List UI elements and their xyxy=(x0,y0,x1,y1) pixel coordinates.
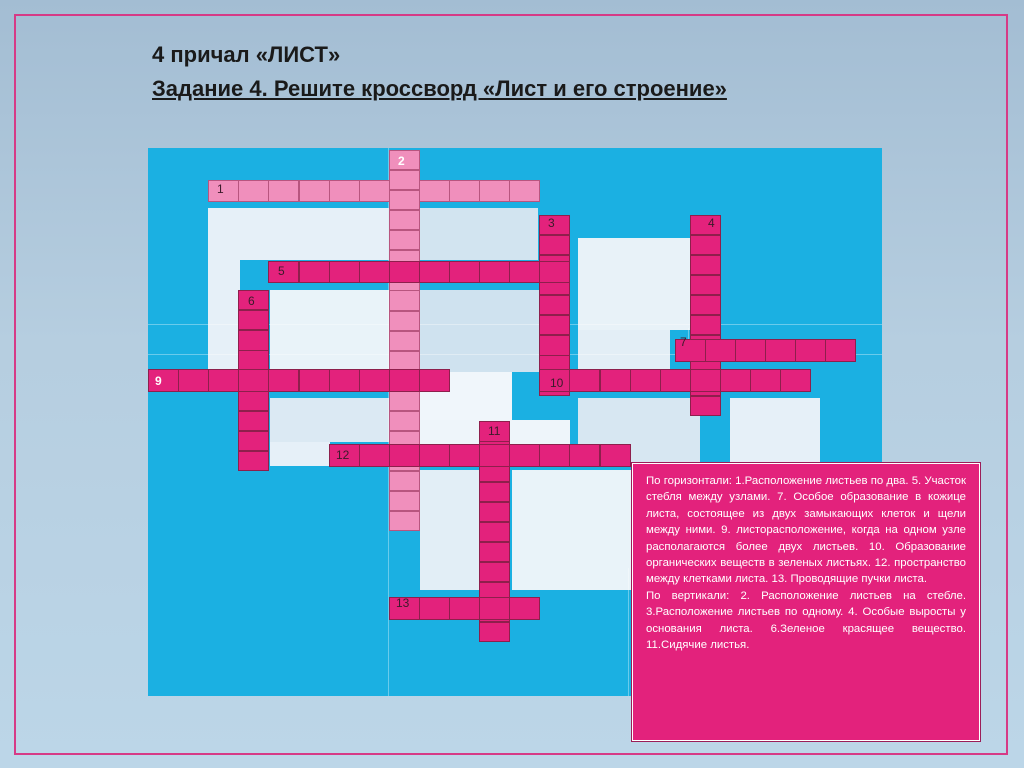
clue-number-2: 2 xyxy=(398,154,405,168)
crossword-cell[interactable] xyxy=(389,290,420,310)
slide-title: 4 причал «ЛИСТ» xyxy=(152,42,341,67)
crossword-cell[interactable] xyxy=(479,562,510,582)
crossword-cell[interactable] xyxy=(479,542,510,562)
crossword-cell[interactable] xyxy=(389,369,420,392)
crossword-cell[interactable] xyxy=(795,339,826,362)
board-panel xyxy=(730,398,820,462)
crossword-cell[interactable] xyxy=(735,339,766,362)
crossword-cell[interactable] xyxy=(509,261,540,284)
crossword-cell[interactable] xyxy=(238,391,269,411)
crossword-cell[interactable] xyxy=(690,235,721,255)
crossword-cell[interactable] xyxy=(299,180,330,203)
crossword-cell[interactable] xyxy=(539,295,570,315)
board-panel xyxy=(420,470,482,590)
clue-number-6: 6 xyxy=(248,294,255,308)
crossword-cell[interactable] xyxy=(359,444,390,467)
crossword-cell[interactable] xyxy=(449,597,480,620)
crossword-cell[interactable] xyxy=(238,451,269,471)
board-panel xyxy=(270,290,390,372)
crossword-cell[interactable] xyxy=(389,170,420,190)
board-panel xyxy=(208,208,388,260)
crossword-cell[interactable] xyxy=(509,597,540,620)
crossword-cell[interactable] xyxy=(329,261,360,284)
crossword-cell[interactable] xyxy=(479,502,510,522)
crossword-cell[interactable] xyxy=(765,339,796,362)
board-panel xyxy=(270,398,390,442)
crossword-cell[interactable] xyxy=(539,444,570,467)
crossword-cell[interactable] xyxy=(389,311,420,331)
crossword-cell[interactable] xyxy=(299,369,330,392)
crossword-cell[interactable] xyxy=(389,471,420,491)
crossword-cell[interactable] xyxy=(359,369,390,392)
crossword-cell[interactable] xyxy=(569,369,600,392)
crossword-cell[interactable] xyxy=(509,180,540,203)
crossword-cell[interactable] xyxy=(479,597,510,620)
crossword-cell[interactable] xyxy=(600,369,631,392)
crossword-cell[interactable] xyxy=(479,261,510,284)
crossword-cell[interactable] xyxy=(479,622,510,642)
crossword-cell[interactable] xyxy=(630,369,661,392)
board-panel xyxy=(270,442,330,466)
crossword-cell[interactable] xyxy=(509,444,540,467)
crossword-cell[interactable] xyxy=(479,180,510,203)
crossword-cell[interactable] xyxy=(389,230,420,250)
clue-number-13: 13 xyxy=(396,596,410,610)
board-panel xyxy=(420,290,548,372)
crossword-cell[interactable] xyxy=(825,339,856,362)
crossword-cell[interactable] xyxy=(419,444,450,467)
crossword-cell[interactable] xyxy=(780,369,811,392)
crossword-cell[interactable] xyxy=(479,522,510,542)
board-panel xyxy=(578,238,700,330)
clues-panel xyxy=(632,463,980,741)
crossword-cell[interactable] xyxy=(359,180,390,203)
crossword-cell[interactable] xyxy=(178,369,209,392)
clue-number-10: 10 xyxy=(550,376,564,390)
crossword-cell[interactable] xyxy=(705,339,736,362)
crossword-cell[interactable] xyxy=(539,335,570,355)
crossword-cell[interactable] xyxy=(690,295,721,315)
crossword-cell[interactable] xyxy=(389,411,420,431)
crossword-cell[interactable] xyxy=(238,369,269,392)
crossword-cell[interactable] xyxy=(690,255,721,275)
board-panel xyxy=(578,330,670,372)
crossword-cell[interactable] xyxy=(238,431,269,451)
crossword-cell[interactable] xyxy=(389,391,420,411)
crossword-cell[interactable] xyxy=(268,180,299,203)
task-title: Задание 4. Решите кроссворд «Лист и его строение» xyxy=(152,76,727,101)
crossword-cell[interactable] xyxy=(389,444,420,467)
crossword-cell[interactable] xyxy=(389,190,420,210)
crossword-cell[interactable] xyxy=(419,597,450,620)
board-panel xyxy=(512,470,632,590)
clue-number-1: 1 xyxy=(217,182,224,196)
crossword-cell[interactable] xyxy=(419,261,450,284)
clue-number-3: 3 xyxy=(548,216,555,230)
crossword-cell[interactable] xyxy=(389,351,420,371)
crossword-cell[interactable] xyxy=(720,369,751,392)
clue-number-9: 9 xyxy=(155,374,162,388)
clue-number-7: 7 xyxy=(680,335,687,349)
clue-number-12: 12 xyxy=(336,448,350,462)
crossword-cell[interactable] xyxy=(299,261,330,284)
crossword-cell[interactable] xyxy=(660,369,691,392)
crossword-cell[interactable] xyxy=(329,180,360,203)
crossword-cell[interactable] xyxy=(479,444,510,467)
clues-horizontal: По горизонтали: 1.Расположение листьев по два. 5. Участок стебля между узлами. 7. Особое образование в кожице листа, состоящее из двух замыкающих клеток и щели между ними. 9. листорасположение, когда на одном узле располагаются более двух листьев. 10. Образование органических веществ в зеленых листьях. 12. пространство между клетками листа. 13. Проводящие пучки листа. xyxy=(646,475,966,586)
crossword-cell[interactable] xyxy=(539,235,570,255)
crossword-cell[interactable] xyxy=(539,315,570,335)
crossword-cell[interactable] xyxy=(238,310,269,330)
crossword-cell[interactable] xyxy=(449,261,480,284)
crossword-cell[interactable] xyxy=(690,275,721,295)
clues-vertical: По вертикали: 2. Расположение листьев на стебле. 3.Расположение листьев по одному. 4. Особые выросты у основания листа. 6.Зеленое красящее вещество. 11.Сидячие листья. xyxy=(646,589,966,652)
crossword-cell[interactable] xyxy=(389,331,420,351)
board-panel xyxy=(208,260,240,372)
crossword-cell[interactable] xyxy=(479,482,510,502)
crossword-cell[interactable] xyxy=(329,369,360,392)
crossword-cell[interactable] xyxy=(389,511,420,531)
crossword-cell[interactable] xyxy=(600,444,631,467)
crossword-cell[interactable] xyxy=(389,210,420,230)
crossword-cell[interactable] xyxy=(419,369,450,392)
crossword-cell[interactable] xyxy=(419,180,450,203)
crossword-cell[interactable] xyxy=(750,369,781,392)
crossword-cell[interactable] xyxy=(690,315,721,335)
crossword-cell[interactable] xyxy=(690,215,721,235)
grid-line xyxy=(628,568,629,696)
crossword-cell[interactable] xyxy=(359,261,390,284)
crossword-cell[interactable] xyxy=(238,411,269,431)
clue-number-4: 4 xyxy=(708,216,715,230)
crossword-cell[interactable] xyxy=(389,491,420,511)
crossword-cell[interactable] xyxy=(238,350,269,370)
crossword-cell[interactable] xyxy=(208,369,239,392)
clue-number-11: 11 xyxy=(488,424,501,438)
crossword-cell[interactable] xyxy=(449,180,480,203)
crossword-cell[interactable] xyxy=(238,180,269,203)
crossword-cell[interactable] xyxy=(148,369,179,392)
crossword-cell[interactable] xyxy=(449,444,480,467)
crossword-cell[interactable] xyxy=(569,444,600,467)
clue-number-5: 5 xyxy=(278,264,285,278)
crossword-cell[interactable] xyxy=(238,330,269,350)
crossword-cell[interactable] xyxy=(690,369,721,392)
crossword-cell[interactable] xyxy=(389,261,420,284)
crossword-cell[interactable] xyxy=(690,396,721,416)
crossword-cell[interactable] xyxy=(539,261,570,284)
crossword-cell[interactable] xyxy=(268,369,299,392)
